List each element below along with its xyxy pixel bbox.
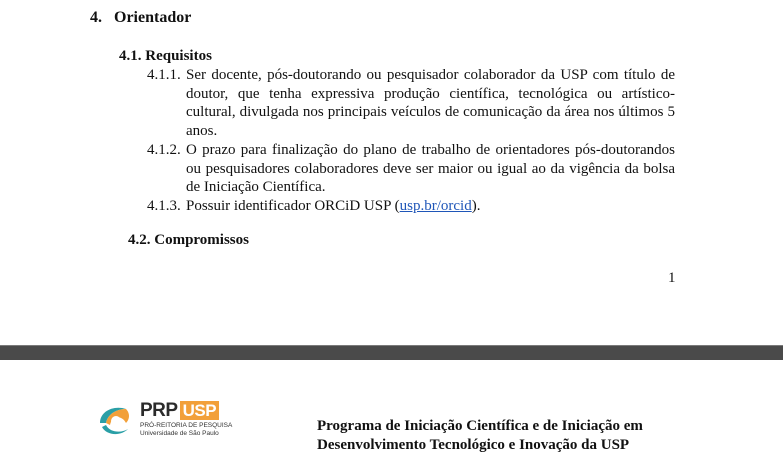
list-item (147, 197, 675, 216)
item-text: Ser docente, pós-doutorando ou pesquisador colaborador da USP com título de doutor, que tenha expressiva produção científica, tecnológica ou artístico-cultural, divulgada nos principais veículos de comunicação da área nos últimos 5 anos. (186, 67, 675, 139)
item-number: 4.1.3. (147, 198, 181, 214)
subsection-title: Compromissos (154, 232, 249, 248)
section-number: 4. (90, 9, 102, 26)
subsection-heading-compromissos (128, 232, 249, 249)
subsection-number: 4.2. (128, 232, 151, 248)
logo-usp: USP (180, 401, 219, 420)
item-number: 4.1.1. (147, 67, 181, 83)
subsection-title: Requisitos (145, 48, 212, 64)
list-item (147, 66, 675, 140)
logo-prp: PRP (140, 400, 178, 421)
program-title-line: Desenvolvimento Tecnológico e Inovação da USP (317, 437, 630, 453)
logo-subtitle: PRÓ-REITORIA DE PESQUISA (140, 422, 233, 429)
program-title (317, 417, 643, 455)
list-item (147, 141, 675, 197)
orcid-link[interactable]: usp.br/orcid (399, 198, 472, 214)
program-title-line: Programa de Iniciação Científica e de Iniciação em (317, 418, 643, 434)
page-separator (0, 345, 783, 360)
subsection-heading-requisitos (119, 48, 212, 65)
item-text: O prazo para finalização do plano de trabalho de orientadores pós-doutorandos ou pesquisadores colaboradores deve ser maior ou igual ao da vigência da bolsa de Iniciação Científica. (186, 142, 675, 195)
section-title: Orientador (114, 9, 192, 26)
prp-usp-logo (96, 401, 236, 441)
subsection-number: 4.1. (119, 48, 142, 64)
page-number: 1 (668, 270, 676, 286)
logo-university: Universidade de São Paulo (140, 429, 219, 437)
section-heading (90, 9, 191, 27)
item-text-before: Possuir identificador ORCiD USP ( (186, 198, 400, 214)
item-text-after: ). (471, 198, 481, 214)
item-number: 4.1.2. (147, 142, 181, 158)
item-text (186, 197, 675, 216)
prp-emblem-icon (96, 401, 136, 441)
document-page-next (0, 360, 783, 457)
